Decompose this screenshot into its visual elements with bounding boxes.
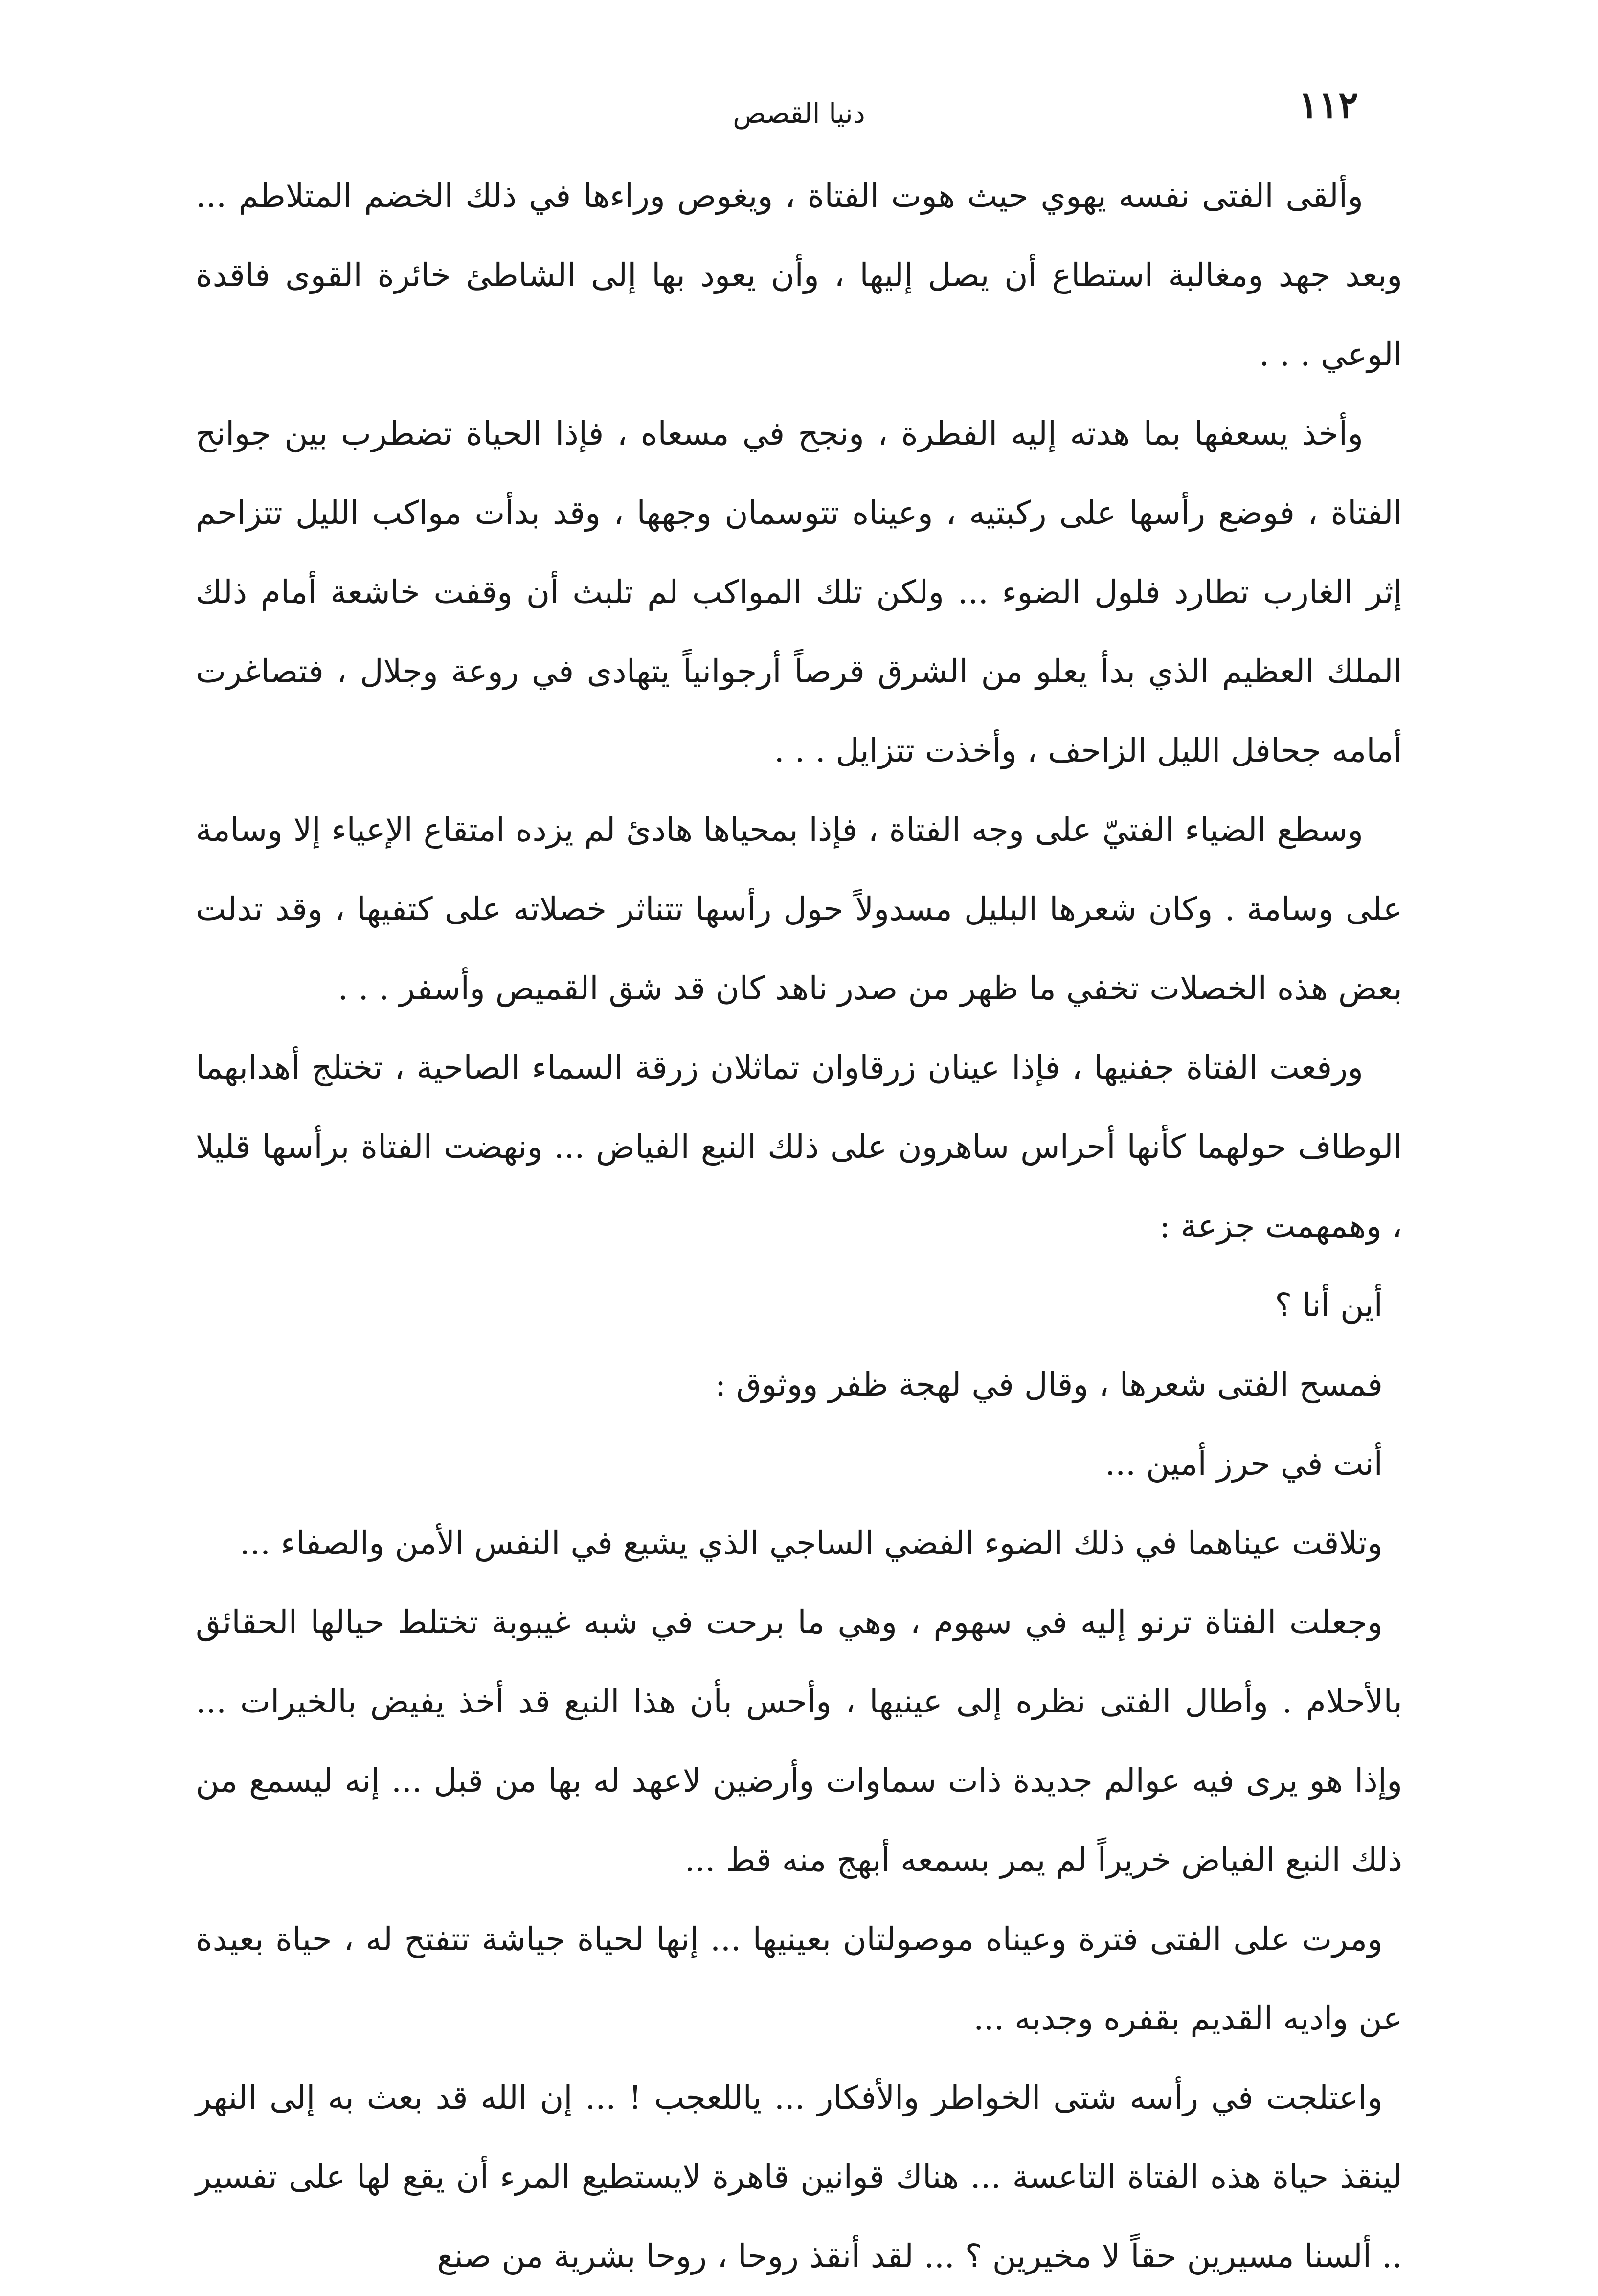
- paragraph-dream: وجعلت الفتاة ترنو إليه في سهوم ، وهي ما برحت في شبه غيبوبة تختلط حيالها الحقائق بالأحلام . وأطال الفتى نظره إلى عينيها ، وأحس بأن هذا النبع قد أخذ يفيض بالخيرات ... وإذا هو يرى فيه عوالم جديدة ذات سماوات وأرضين لاعهد له بها من قبل ... إنه ليسمع من ذلك النبع الفياض خريراً لم يمر بسمعه أبهج منه قط ...: [196, 1603, 1402, 1879]
- running-title: دنيا القصص: [733, 98, 865, 130]
- paragraph-reply-intro: فمسح الفتى شعرها ، وقال في لهجة ظفر ووثوق :: [715, 1366, 1383, 1403]
- paragraph-revival: وأخذ يسعفها بما هدته إليه الفطرة ، ونجح في مسعاه ، فإذا الحياة تضطرب بين جوانح الفتاة ، فوضع رأسها على ركبتيه ، وعيناه تتوسمان وجهها ، وقد بدأت مواكب الليل تتزاحم إثر الغارب تطارد فلول الضوء ... ولكن تلك المواكب لم تلبث أن وقفت خاشعة أمام ذلك الملك العظيم الذي بدأ يعلو من الشرق قرصاً أرجوانياً يتهادى في روعة وجلال ، فتصاغرت أمامه جحافل الليل الزاحف ، وأخذت تتزايل . . .: [196, 415, 1402, 769]
- paragraph-awakening: ورفعت الفتاة جفنيها ، فإذا عينان زرقاوان تماثلان زرقة السماء الصاحية ، تختلج أهدابهما الوطاف حولهما كأنها أحراس ساهرون على ذلك النبع الفياض ... ونهضت الفتاة برأسها قليلا ، وهمهمت جزعة :: [196, 1049, 1402, 1245]
- paragraph-light: وسطع الضياء الفتيّ على وجه الفتاة ، فإذا بمحياها هادئ لم يزده امتقاع الإعياء إلا وسامة على وسامة . وكان شعرها البليل مسدولاً حول رأسها تتناثر خصلاته على كتفيها ، وقد تدلت بعض هذه الخصلات تخفي ما ظهر من صدر ناهد كان قد شق القميص وأسفر . . .: [196, 811, 1402, 1007]
- paragraph-rescue: وألقى الفتى نفسه يهوي حيث هوت الفتاة ، ويغوص وراءها في ذلك الخضم المتلاطم ... وبعد جهد ومغالبة استطاع أن يصل إليها ، وأن يعود بها إلى الشاطئ خائرة القوى فاقدة الوعي . . .: [196, 177, 1402, 373]
- paragraph-new-life: ومرت على الفتى فترة وعيناه موصولتان بعينيها ... إنها لحياة جياشة تتفتح له ، حياة بعيدة عن واديه القديم بقفره وجدبه ...: [196, 1920, 1402, 2037]
- dialogue-where-am-i: أين أنا ؟: [1275, 1286, 1383, 1324]
- paragraph-thoughts: واعتلجت في رأسه شتى الخواطر والأفكار ... ياللعجب ! ... إن الله قد بعث به إلى النهر لينقذ حياة هذه الفتاة التاعسة ... هناك قوانين قاهرة لايستطيع المرء أن يقع لها على تفسير .. ألسنا مسيرين حقاً لا مخيرين ؟ ... لقد أنقذ روحا ، روحا بشرية من صنع: [196, 2079, 1402, 2275]
- body-text: [196, 157, 1402, 2296]
- page-number: ١١٢: [1298, 83, 1358, 127]
- dialogue-safe: أنت في حرز أمين ...: [1105, 1445, 1383, 1483]
- paragraph-gaze: وتلاقت عيناهما في ذلك الضوء الفضي الساجي الذي يشيع في النفس الأمن والصفاء ...: [239, 1524, 1383, 1562]
- running-head: [196, 73, 1402, 137]
